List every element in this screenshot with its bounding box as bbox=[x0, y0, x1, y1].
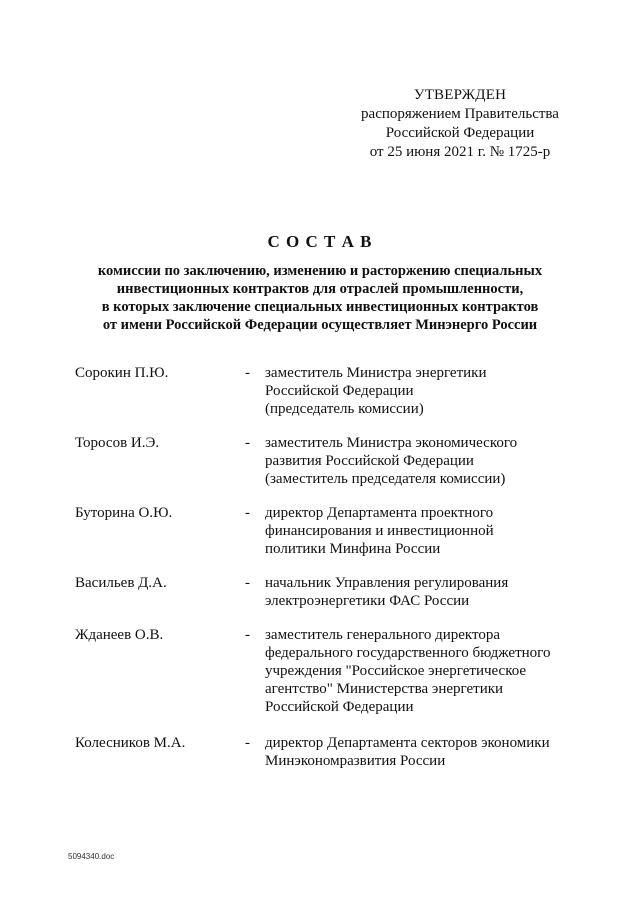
member-name: Сорокин П.Ю. bbox=[75, 365, 169, 381]
approval-title: УТВЕРЖДЕН bbox=[413, 87, 507, 103]
role-line: (председатель комиссии) bbox=[265, 401, 424, 417]
member-row bbox=[75, 504, 585, 574]
approval-line: от 25 июня 2021 г. № 1725-р bbox=[369, 144, 551, 160]
member-name: Васильев Д.А. bbox=[75, 575, 167, 591]
role-line: политики Минфина России bbox=[265, 541, 441, 557]
member-dash: - bbox=[245, 435, 250, 451]
approval-line: распоряжением Правительства bbox=[361, 106, 559, 122]
role-line: заместитель Министра энергетики bbox=[265, 365, 487, 381]
role-line: (заместитель председателя комиссии) bbox=[265, 471, 506, 487]
approval-block bbox=[340, 86, 580, 162]
member-name: Буторина О.Ю. bbox=[75, 505, 173, 521]
member-dash: - bbox=[245, 735, 250, 751]
subtitle-line: инвестиционных контрактов для отраслей промышленности, bbox=[116, 281, 524, 297]
member-dash: - bbox=[245, 365, 250, 381]
subtitle-line: в которых заключение специальных инвестиционных контрактов bbox=[101, 299, 539, 315]
role-line: финансирования и инвестиционной bbox=[265, 523, 494, 539]
role-line: развития Российской Федерации bbox=[265, 453, 474, 469]
member-row bbox=[75, 626, 585, 734]
approval-line: Российской Федерации bbox=[385, 125, 535, 141]
role-line: Минэкономразвития России bbox=[265, 753, 446, 769]
member-role bbox=[265, 364, 585, 418]
member-dash: - bbox=[245, 627, 250, 643]
role-line: директор Департамента секторов экономики bbox=[265, 735, 550, 751]
member-role bbox=[265, 504, 585, 558]
role-line: заместитель генерального директора bbox=[265, 627, 501, 643]
role-line: заместитель Министра экономического bbox=[265, 435, 518, 451]
member-role bbox=[265, 626, 585, 716]
role-line: Российской Федерации bbox=[265, 699, 414, 715]
member-role bbox=[265, 574, 585, 610]
member-name: Жданеев О.В. bbox=[75, 627, 164, 643]
members-list bbox=[75, 364, 585, 774]
member-dash: - bbox=[245, 575, 250, 591]
member-role bbox=[265, 434, 585, 488]
subtitle-line: комиссии по заключению, изменению и расторжению специальных bbox=[97, 263, 543, 279]
role-line: начальник Управления регулирования bbox=[265, 575, 509, 591]
member-row bbox=[75, 364, 585, 434]
role-line: Российской Федерации bbox=[265, 383, 414, 399]
subtitle-line: от имени Российской Федерации осуществляет Минэнерго России bbox=[102, 317, 538, 333]
role-line: учреждения "Российское энергетическое bbox=[265, 663, 527, 679]
member-role bbox=[265, 734, 585, 770]
member-row bbox=[75, 434, 585, 504]
doc-code: 5094340.doc bbox=[68, 852, 115, 861]
member-dash: - bbox=[245, 505, 250, 521]
role-line: агентство" Министерства энергетики bbox=[265, 681, 504, 697]
role-line: электроэнергетики ФАС России bbox=[265, 593, 470, 609]
member-name: Колесников М.А. bbox=[75, 735, 186, 751]
role-line: директор Департамента проектного bbox=[265, 505, 494, 521]
member-row bbox=[75, 734, 585, 774]
member-name: Торосов И.Э. bbox=[75, 435, 160, 451]
document-heading: С О С Т А В bbox=[267, 232, 373, 251]
document-subtitle bbox=[40, 262, 600, 334]
role-line: федерального государственного бюджетного bbox=[265, 645, 551, 661]
member-row bbox=[75, 574, 585, 626]
